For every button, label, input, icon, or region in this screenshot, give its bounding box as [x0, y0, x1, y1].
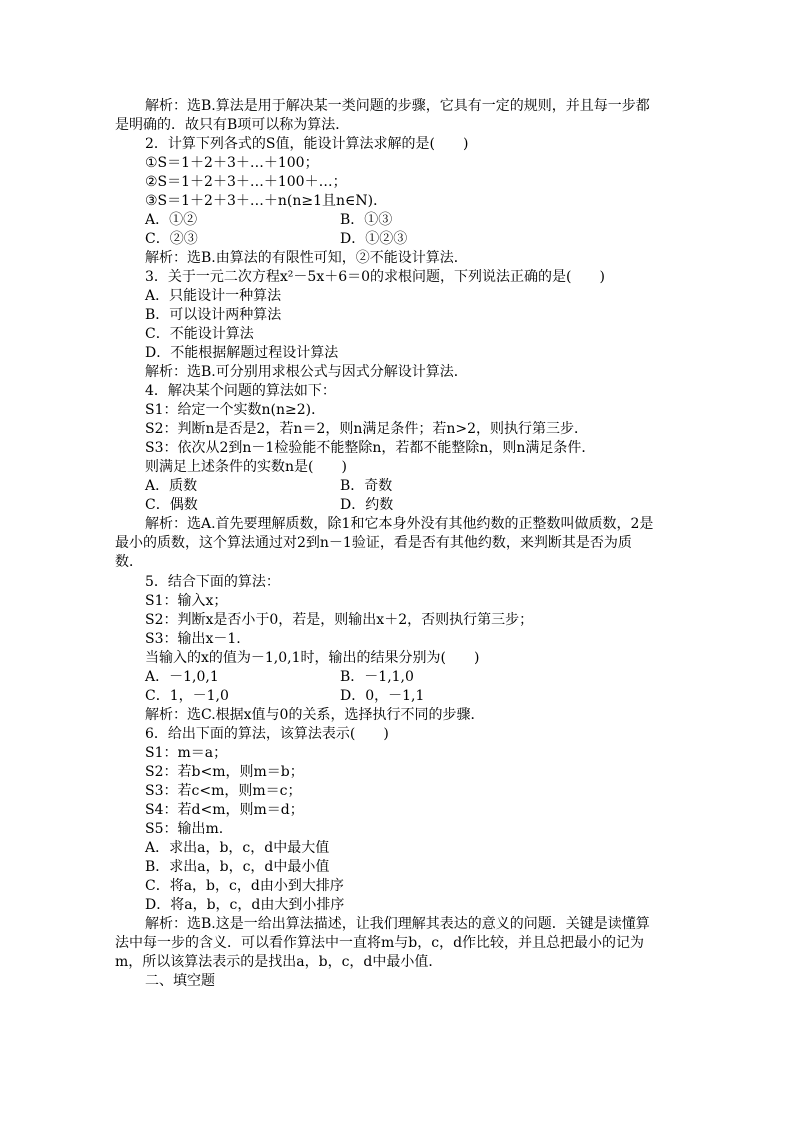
- question-6-option-b: B．求出a，b，c，d中最小值: [145, 859, 330, 875]
- question-5-stem: 5．结合下面的算法：: [145, 574, 280, 590]
- question-3-option-c: C．不能设计算法: [145, 326, 254, 342]
- question-2-item-1: ①S＝1＋2＋3＋…＋100；: [145, 155, 319, 171]
- question-6-option-d: D．将a，b，c，d由大到小排序: [145, 897, 345, 913]
- analysis-6-line-3: m，所以该算法表示的是找出a，b，c，d中最小值．: [115, 954, 443, 970]
- question-6-step-1: S1：m＝a；: [145, 745, 228, 761]
- question-3-option-d: D．不能根据解题过程设计算法: [145, 345, 339, 361]
- question-2-item-3: ③S＝1＋2＋3＋…＋n(n≥1且n∈N)．: [145, 193, 388, 209]
- analysis-1-line-1: 解析：选B.算法是用于解决某一类问题的步骤，它具有一定的规则，并且每一步都: [145, 98, 650, 114]
- question-3-option-a: A．只能设计一种算法: [145, 288, 282, 304]
- question-2-option-c: C．②③: [145, 231, 198, 247]
- question-4-step-2: S2：判断n是否是2，若n＝2，则n满足条件；若n>2，则执行第三步．: [145, 421, 589, 437]
- question-6-step-2: S2：若b<m，则m＝b；: [145, 764, 304, 780]
- question-4-stem: 4．解决某个问题的算法如下：: [145, 383, 336, 399]
- question-4-step-1: S1：给定一个实数n(n≥2)．: [145, 402, 326, 418]
- section-heading-fill-in: 二、填空题: [145, 973, 215, 989]
- question-5-option-c: C．1，－1,0: [145, 688, 229, 704]
- analysis-2: 解析：选B.由算法的有限性可知，②不能设计算法．: [145, 250, 468, 266]
- question-6-stem: 6．给出下面的算法，该算法表示( ): [145, 726, 389, 742]
- question-5-step-2: S2：判断x是否小于0，若是，则输出x＋2，否则执行第三步；: [145, 612, 534, 628]
- question-2-stem: 2．计算下列各式的S值，能设计算法求解的是( ): [145, 136, 469, 152]
- question-4-step-3: S3：依次从2到n－1检验能不能整除n，若都不能整除n，则n满足条件．: [145, 440, 596, 456]
- question-3-option-b: B．可以设计两种算法: [145, 307, 282, 323]
- question-6-option-c: C．将a，b，c，d由小到大排序: [145, 878, 344, 894]
- question-2-option-d: D．①②③: [340, 231, 408, 247]
- analysis-4-line-3: 数．: [115, 554, 143, 570]
- analysis-1-line-2: 是明确的．故只有B项可以称为算法．: [115, 117, 350, 133]
- question-5-option-a: A．－1,0,1: [145, 669, 219, 685]
- question-5-option-d: D．0，－1,1: [340, 688, 425, 704]
- question-5-step-3: S3：输出x－1.: [145, 631, 241, 647]
- question-4-prompt: 则满足上述条件的实数n是( ): [145, 459, 347, 475]
- analysis-5: 解析：选C.根据x值与0的关系，选择执行不同的步骤．: [145, 707, 485, 723]
- question-6-step-3: S3：若c<m，则m＝c；: [145, 783, 302, 799]
- question-6-step-5: S5：输出m.: [145, 821, 224, 837]
- question-5-option-b: B．－1,1,0: [340, 669, 414, 685]
- analysis-6-line-1: 解析：选B.这是一给出算法描述，让我们理解其表达的意义的问题．关键是读懂算: [145, 916, 650, 932]
- analysis-3: 解析：选B.可分别用求根公式与因式分解设计算法．: [145, 364, 468, 380]
- analysis-4-line-1: 解析：选A.首先要理解质数，除1和它本身外没有其他约数的正整数叫做质数，2是: [145, 516, 654, 532]
- question-5-prompt: 当输入的x的值为－1,0,1时，输出的结果分别为( ): [145, 650, 480, 666]
- question-2-option-b: B．①③: [340, 212, 393, 228]
- question-2-option-a: A．①②: [145, 212, 198, 228]
- question-4-option-b: B．奇数: [340, 478, 393, 494]
- analysis-4-line-2: 最小的质数，这个算法通过对2到n－1验证，看是否有其他约数，来判断其是否为质: [115, 535, 632, 551]
- question-2-item-2: ②S＝1＋2＋3＋…＋100＋…；: [145, 174, 347, 190]
- question-4-option-c: C．偶数: [145, 497, 198, 513]
- question-4-option-d: D．约数: [340, 497, 394, 513]
- question-6-step-4: S4：若d<m，则m＝d；: [145, 802, 304, 818]
- analysis-6-line-2: 法中每一步的含义．可以看作算法中一直将m与b，c，d作比较，并且总把最小的记为: [115, 935, 645, 951]
- question-6-option-a: A．求出a，b，c，d中最大值: [145, 840, 330, 856]
- question-3-stem: 3．关于一元二次方程x²－5x＋6＝0的求根问题，下列说法正确的是( ): [145, 269, 605, 285]
- question-5-step-1: S1：输入x；: [145, 593, 228, 609]
- question-4-option-a: A．质数: [145, 478, 198, 494]
